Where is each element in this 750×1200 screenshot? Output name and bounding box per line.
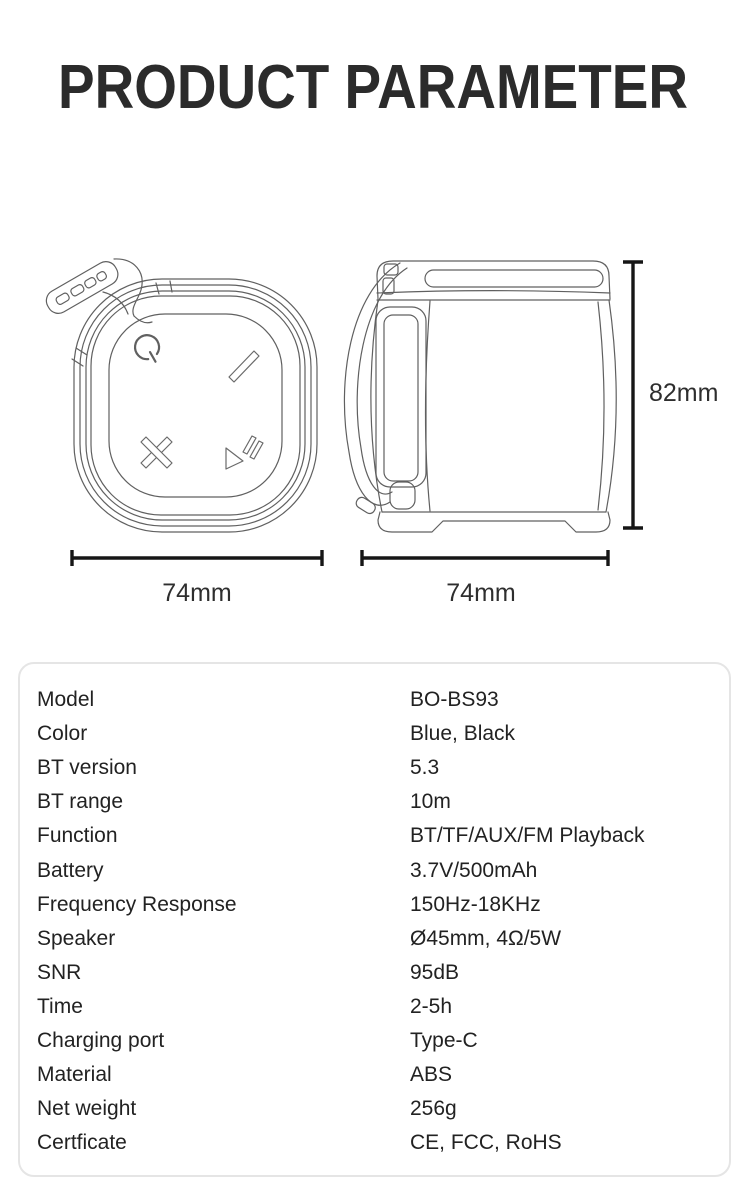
spec-row [37, 922, 729, 956]
height-dimension-label: 82mm [649, 379, 719, 407]
side-width-dimension [362, 550, 608, 607]
spec-label: BT version [37, 756, 137, 780]
spec-label: Time [37, 994, 83, 1018]
spec-label: Model [37, 688, 95, 712]
spec-value: ABS [410, 1063, 453, 1087]
spec-label: Speaker [37, 926, 116, 950]
volume-slash-icon [229, 351, 259, 382]
side-width-dimension-label: 74mm [446, 579, 516, 607]
page-title: PRODUCT PARAMETER [58, 53, 688, 122]
spec-value: 5.3 [410, 756, 440, 780]
spec-value: 10m [410, 790, 451, 814]
spec-row [37, 683, 729, 717]
spec-value: CE, FCC, RoHS [410, 1131, 562, 1155]
lanyard-handle [42, 258, 122, 318]
spec-label: Material [37, 1063, 112, 1087]
front-view-drawing [42, 258, 317, 532]
spec-label: Battery [37, 858, 104, 882]
spec-label: BT range [37, 790, 123, 814]
spec-label: Frequency Response [37, 892, 237, 916]
spec-value: BT/TF/AUX/FM Playback [410, 824, 645, 848]
spec-value: BO-BS93 [410, 688, 499, 712]
spec-row [37, 785, 729, 819]
spec-card [18, 662, 731, 1177]
spec-value: Ø45mm, 4Ω/5W [410, 926, 562, 950]
spec-row [37, 1126, 729, 1160]
spec-label: Charging port [37, 1028, 165, 1052]
side-view-drawing [344, 261, 616, 532]
spec-row [37, 888, 729, 922]
spec-row [37, 717, 729, 751]
spec-row [37, 956, 729, 990]
spec-row [37, 819, 729, 853]
multifunction-x-icon [141, 437, 172, 468]
spec-value: 3.7V/500mAh [410, 858, 538, 882]
spec-row [37, 853, 729, 887]
spec-row [37, 1058, 729, 1092]
spec-row [37, 751, 729, 785]
front-width-dimension [72, 550, 322, 607]
spec-value: Type-C [410, 1028, 478, 1052]
spec-label: SNR [37, 960, 82, 984]
spec-value: Blue, Black [410, 722, 516, 746]
power-icon [135, 335, 159, 362]
height-dimension [623, 262, 718, 528]
spec-value: 2-5h [410, 994, 453, 1018]
spec-value: 256g [410, 1097, 457, 1121]
spec-row [37, 1092, 729, 1126]
play-pause-icon [226, 436, 263, 469]
spec-value: 95dB [410, 960, 460, 984]
spec-label: Color [37, 722, 88, 746]
spec-row [37, 1024, 729, 1058]
spec-value: 150Hz-18KHz [410, 892, 541, 916]
spec-row [37, 990, 729, 1024]
spec-label: Function [37, 824, 118, 848]
spec-label: Net weight [37, 1097, 137, 1121]
front-width-dimension-label: 74mm [162, 579, 232, 607]
spec-table [37, 683, 729, 1160]
spec-label: Certficate [37, 1131, 127, 1155]
